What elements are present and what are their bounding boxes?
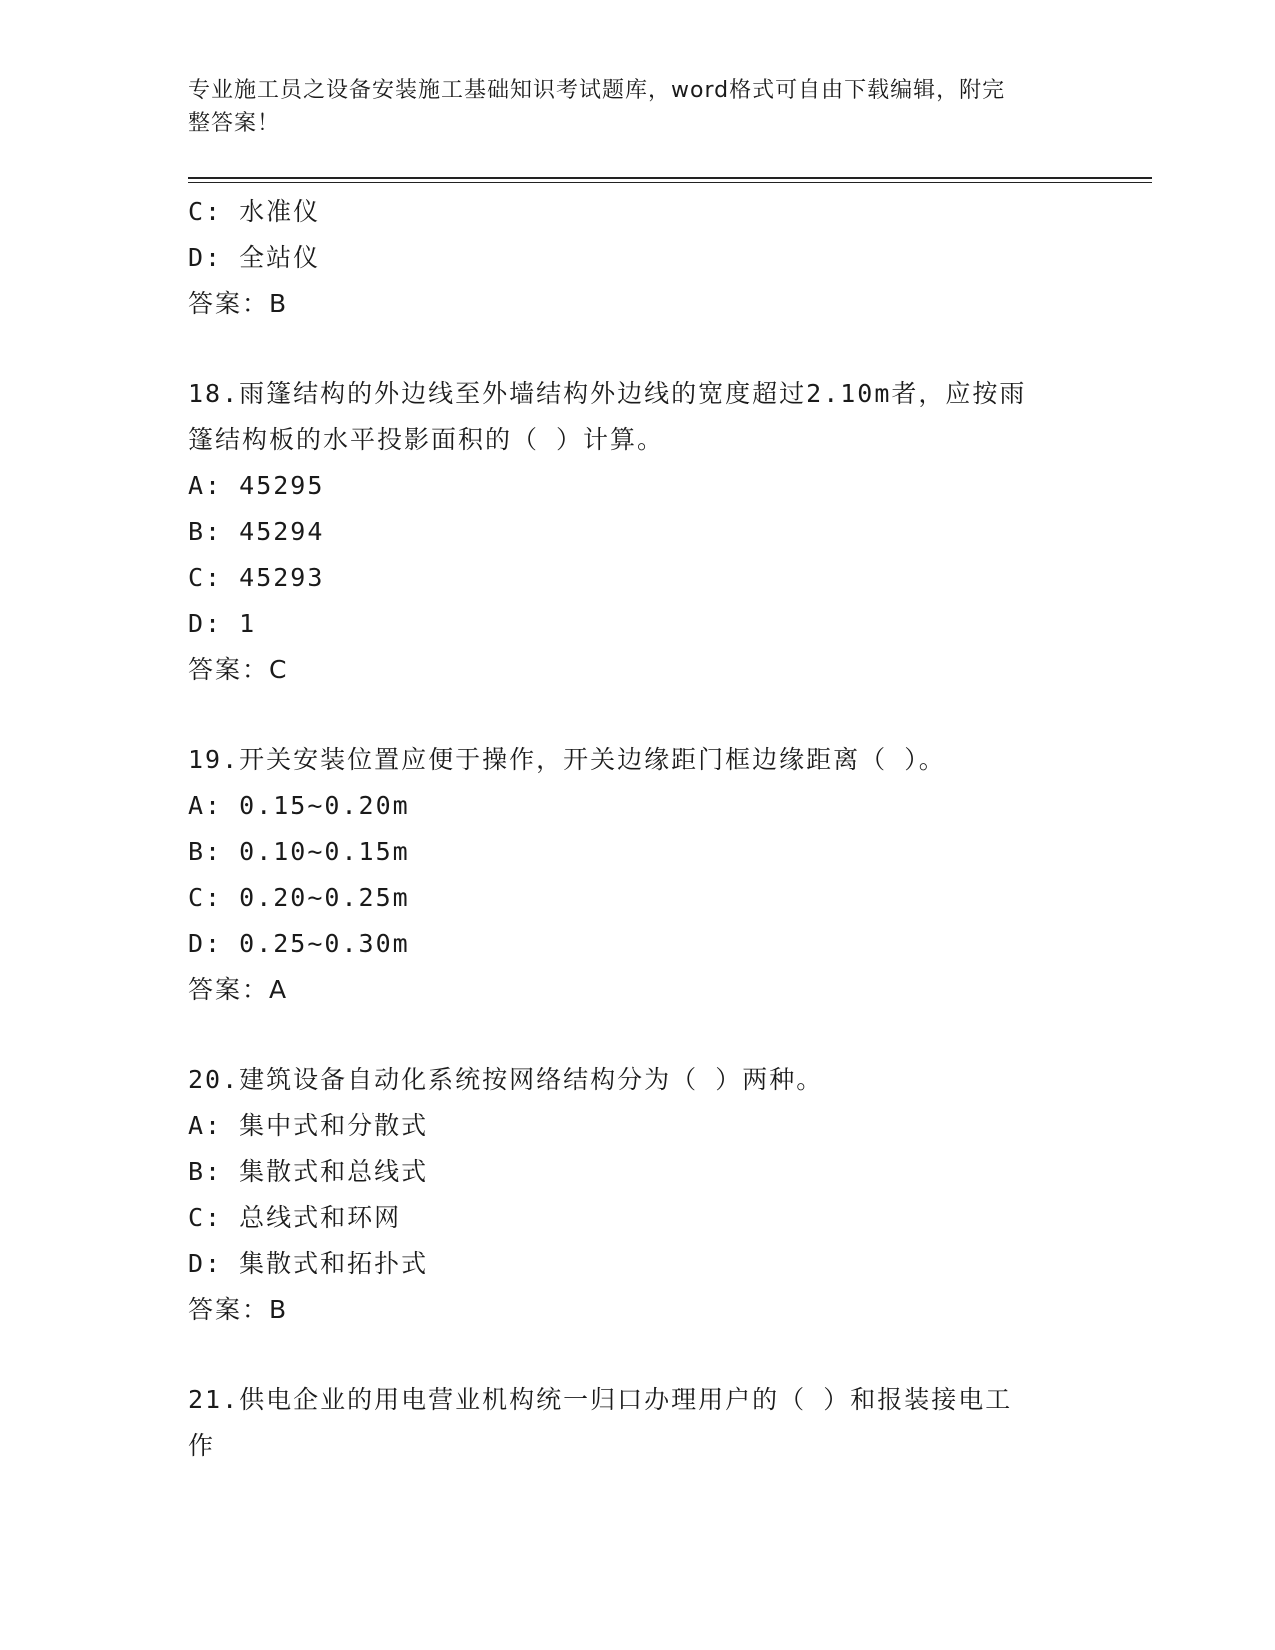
header-divider-thick: [188, 177, 1152, 179]
option-d: D: 1: [188, 609, 257, 638]
header-divider-thin: [188, 182, 1152, 183]
option-a: A: 0.15~0.20m: [188, 791, 410, 820]
page-header: [188, 74, 1068, 140]
question-21: [188, 1377, 1088, 1469]
answer-line: 答案：A: [188, 975, 289, 1004]
option-d: D: 0.25~0.30m: [188, 929, 410, 958]
question-stem-line: 作: [188, 1431, 216, 1460]
option-c: C: 0.20~0.25m: [188, 883, 410, 912]
spacer: [188, 1013, 1088, 1057]
spacer: [188, 1333, 1088, 1377]
option-c: C: 总线式和环网: [188, 1203, 402, 1232]
option-c: C: 水准仪: [188, 197, 321, 226]
question-stem-line: 18.雨篷结构的外边线至外墙结构外边线的宽度超过2.10m者，应按雨: [188, 379, 1027, 408]
question-continuation: [188, 189, 1088, 327]
question-stem-line: 20.建筑设备自动化系统按网络结构分为（ ）两种。: [188, 1065, 824, 1094]
option-c: C: 45293: [188, 563, 325, 592]
spacer: [188, 693, 1088, 737]
question-18: [188, 371, 1088, 693]
header-line-2: 整答案！: [188, 111, 281, 136]
question-20: [188, 1057, 1088, 1333]
answer-line: 答案：C: [188, 655, 289, 684]
question-stem-line: 篷结构板的水平投影面积的（ ）计算。: [188, 425, 665, 454]
option-d: D: 全站仪: [188, 243, 321, 272]
option-d: D: 集散式和拓扑式: [188, 1249, 429, 1278]
spacer: [188, 327, 1088, 371]
question-stem-line: 19.开关安装位置应便于操作，开关边缘距门框边缘距离（ ）。: [188, 745, 946, 774]
answer-line: 答案：B: [188, 1295, 289, 1324]
option-a: A: 集中式和分散式: [188, 1111, 429, 1140]
question-stem-line: 21.供电企业的用电营业机构统一归口办理用户的（ ）和报装接电工: [188, 1385, 1013, 1414]
option-b: B: 45294: [188, 517, 325, 546]
question-19: [188, 737, 1088, 1013]
option-b: B: 0.10~0.15m: [188, 837, 410, 866]
question-list: [188, 189, 1088, 1469]
option-a: A: 45295: [188, 471, 325, 500]
option-b: B: 集散式和总线式: [188, 1157, 429, 1186]
answer-line: 答案：B: [188, 289, 289, 318]
header-line-1: 专业施工员之设备安装施工基础知识考试题库，word格式可自由下载编辑，附完: [188, 78, 1006, 103]
